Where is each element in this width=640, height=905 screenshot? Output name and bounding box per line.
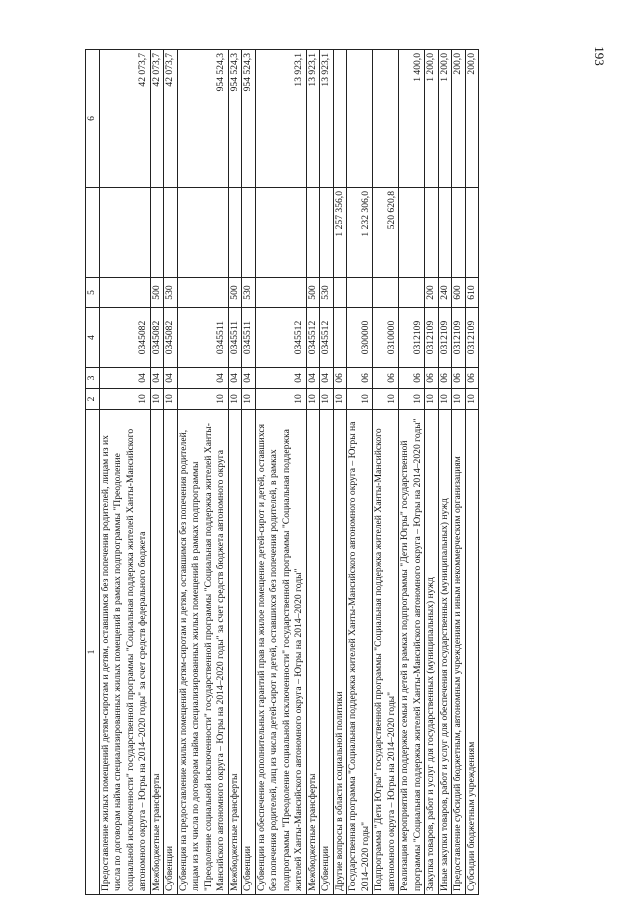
amount-cell-a: 1 232 306,0 xyxy=(347,188,373,278)
expense-type-cell: 530 xyxy=(164,278,178,308)
row-name-cell: Другие вопросы в области социальной политики xyxy=(333,410,347,895)
header-cell-5: 5 xyxy=(86,278,100,308)
expense-type-cell xyxy=(373,278,399,308)
subsection-code-cell: 04 xyxy=(306,368,320,389)
table-row xyxy=(465,50,479,895)
section-code-cell: 10 xyxy=(425,389,439,410)
amount-cell-b: 13 923,1 xyxy=(255,50,306,188)
row-name-cell: Предоставление субсидий бюджетным, автономным учреждениям и иным некоммерческим организациям xyxy=(452,410,466,895)
amount-cell-a xyxy=(164,188,178,278)
expense-type-cell: 200 xyxy=(425,278,439,308)
subsection-code-cell: 06 xyxy=(373,368,399,389)
row-name-cell: Субвенции xyxy=(164,410,178,895)
section-code-cell: 10 xyxy=(320,389,334,410)
page-number: 193 xyxy=(591,46,607,66)
amount-cell-b: 200,0 xyxy=(465,50,479,188)
row-name-cell: Субвенции xyxy=(320,410,334,895)
expense-type-cell xyxy=(177,278,228,308)
section-code-cell: 10 xyxy=(333,389,347,410)
target-code-cell: 0300000 xyxy=(347,308,373,368)
table-body xyxy=(99,50,479,895)
expense-type-cell: 530 xyxy=(320,278,334,308)
target-code-cell: 0312109 xyxy=(425,308,439,368)
subsection-code-cell: 06 xyxy=(438,368,452,389)
section-code-cell: 10 xyxy=(306,389,320,410)
amount-cell-b: 13 923,1 xyxy=(306,50,320,188)
amount-cell-b: 42 073,7 xyxy=(150,50,164,188)
amount-cell-a xyxy=(99,188,150,278)
table-row xyxy=(150,50,164,895)
row-name-cell: Предоставление жилых помещений детям-сиротам и детям, оставшимся без попечения родителей, лицам из их числа по договорам найма специализированных жилых помещений в рамках подпрограммы "Преодоление социальной исключенности" государственной программы "Социальная поддержка жителей Ханты-Мансийского автономного округа – Югры на 2014–2020 годы" за счет средств федерального бюджета xyxy=(99,410,150,895)
amount-cell-b: 13 923,1 xyxy=(320,50,334,188)
amount-cell-a xyxy=(150,188,164,278)
expense-type-cell xyxy=(347,278,373,308)
expense-type-cell: 240 xyxy=(438,278,452,308)
amount-cell-b xyxy=(333,50,347,188)
amount-cell-b: 200,0 xyxy=(452,50,466,188)
section-code-cell: 10 xyxy=(177,389,228,410)
subsection-code-cell: 04 xyxy=(320,368,334,389)
amount-cell-b: 954 524,3 xyxy=(177,50,228,188)
target-code-cell: 0312109 xyxy=(452,308,466,368)
amount-cell-a: 1 257 356,0 xyxy=(333,188,347,278)
subsection-code-cell: 06 xyxy=(452,368,466,389)
table-row xyxy=(373,50,399,895)
amount-cell-b xyxy=(347,50,373,188)
subsection-code-cell: 04 xyxy=(242,368,256,389)
section-code-cell: 10 xyxy=(255,389,306,410)
target-code-cell: 0345511 xyxy=(242,308,256,368)
amount-cell-b xyxy=(373,50,399,188)
amount-cell-a xyxy=(228,188,242,278)
expense-type-cell: 530 xyxy=(242,278,256,308)
table-row xyxy=(228,50,242,895)
target-code-cell: 0312109 xyxy=(438,308,452,368)
subsection-code-cell: 06 xyxy=(399,368,425,389)
table-row xyxy=(306,50,320,895)
section-code-cell: 10 xyxy=(399,389,425,410)
table-row xyxy=(99,50,150,895)
amount-cell-b: 954 524,3 xyxy=(228,50,242,188)
section-code-cell: 10 xyxy=(99,389,150,410)
expense-type-cell xyxy=(255,278,306,308)
target-code-cell: 0345082 xyxy=(99,308,150,368)
row-name-cell: Межбюджетные трансферты xyxy=(306,410,320,895)
section-code-cell: 10 xyxy=(347,389,373,410)
rotated-page xyxy=(85,50,595,895)
header-cell-4: 4 xyxy=(86,308,100,368)
table-row xyxy=(164,50,178,895)
subsection-code-cell: 04 xyxy=(164,368,178,389)
row-name-cell: Субсидии бюджетным учреждениям xyxy=(465,410,479,895)
row-name-cell: Субвенция на предоставление жилых помещений детям-сиротам и детям, оставшимся без попечения родителей, лицам из их числа по договорам найма специализированных жилых помещений в рамках подпрограммы "Преодоление социальной исключенности" государственной программы "Социальная поддержка жителей Ханты-Мансийского автономного округа – Югры на 2014–2020 годы" за счет средств бюджета автономного округа xyxy=(177,410,228,895)
subsection-code-cell: 06 xyxy=(347,368,373,389)
expense-type-cell xyxy=(333,278,347,308)
subsection-code-cell: 06 xyxy=(465,368,479,389)
amount-cell-b: 1 400,0 xyxy=(399,50,425,188)
amount-cell-a xyxy=(242,188,256,278)
target-code-cell: 0345082 xyxy=(150,308,164,368)
header-cell-6-left xyxy=(86,188,100,278)
amount-cell-b: 42 073,7 xyxy=(99,50,150,188)
amount-cell-a xyxy=(399,188,425,278)
table-row xyxy=(255,50,306,895)
row-name-cell: Межбюджетные трансферты xyxy=(228,410,242,895)
target-code-cell: 0312109 xyxy=(399,308,425,368)
amount-cell-b: 42 073,7 xyxy=(164,50,178,188)
row-name-cell: Субвенции на обеспечение дополнительных гарантий прав на жилое помещение детей-сирот и детей, оставшихся без попечения родителей, лиц из числа детей-сирот и детей, оставшихся без попечения родителей, в рамках подпрограммы "Преодоление социальной исключенности" государственной программы "Социальная поддержка жителей Ханты-Мансийского автономного округа – Югры на 2014–2020 годы" xyxy=(255,410,306,895)
row-name-cell: Межбюджетные трансферты xyxy=(150,410,164,895)
target-code-cell: 0345511 xyxy=(228,308,242,368)
target-code-cell: 0312109 xyxy=(465,308,479,368)
amount-cell-a xyxy=(177,188,228,278)
rotated-table-container xyxy=(85,50,595,895)
section-code-cell: 10 xyxy=(438,389,452,410)
expense-type-cell: 500 xyxy=(228,278,242,308)
amount-cell-a xyxy=(465,188,479,278)
expense-type-cell: 500 xyxy=(150,278,164,308)
target-code-cell: 0345512 xyxy=(255,308,306,368)
amount-cell-a xyxy=(425,188,439,278)
subsection-code-cell: 04 xyxy=(228,368,242,389)
expense-type-cell xyxy=(99,278,150,308)
target-code-cell: 0345512 xyxy=(320,308,334,368)
header-row xyxy=(86,50,100,895)
amount-cell-b: 1 200,0 xyxy=(438,50,452,188)
header-cell-3: 3 xyxy=(86,368,100,389)
subsection-code-cell: 06 xyxy=(425,368,439,389)
amount-cell-a xyxy=(438,188,452,278)
row-name-cell: Закупка товаров, работ и услуг для государственных (муниципальных) нужд xyxy=(425,410,439,895)
table-row xyxy=(242,50,256,895)
amount-cell-a xyxy=(320,188,334,278)
expense-type-cell xyxy=(399,278,425,308)
amount-cell-a: 520 620,8 xyxy=(373,188,399,278)
row-name-cell: Государственная программа "Социальная поддержка жителей Ханты-Мансийского автономного округа – Югры на 2014–2020 годы" xyxy=(347,410,373,895)
section-code-cell: 10 xyxy=(150,389,164,410)
amount-cell-b: 954 524,3 xyxy=(242,50,256,188)
budget-table xyxy=(85,49,479,895)
table-row xyxy=(177,50,228,895)
header-cell-2: 2 xyxy=(86,389,100,410)
section-code-cell: 10 xyxy=(242,389,256,410)
amount-cell-a xyxy=(306,188,320,278)
amount-cell-a xyxy=(255,188,306,278)
table-row xyxy=(333,50,347,895)
row-name-cell: Иные закупки товаров, работ и услуг для обеспечения государственных (муниципальных) нужд xyxy=(438,410,452,895)
table-row xyxy=(425,50,439,895)
table-row xyxy=(438,50,452,895)
amount-cell-a xyxy=(452,188,466,278)
subsection-code-cell: 06 xyxy=(333,368,347,389)
section-code-cell: 10 xyxy=(373,389,399,410)
row-name-cell: Реализация мероприятий по поддержке семьи и детей в рамках подпрограммы "Дети Югры" государственной программы "Социальная поддержка жителей Ханты-Мансийского автономного округа – Югры на 2014–2020 годы" xyxy=(399,410,425,895)
subsection-code-cell: 04 xyxy=(99,368,150,389)
subsection-code-cell: 04 xyxy=(150,368,164,389)
header-cell-6: 6 xyxy=(86,50,100,188)
row-name-cell: Подпрограмма "Дети Югры" государственной программы "Социальная поддержка жителей Ханты-Мансийского автономного округа – Югры на 2014–2020 годы" xyxy=(373,410,399,895)
section-code-cell: 10 xyxy=(164,389,178,410)
section-code-cell: 10 xyxy=(452,389,466,410)
header-cell-1: 1 xyxy=(86,410,100,895)
target-code-cell xyxy=(333,308,347,368)
expense-type-cell: 610 xyxy=(465,278,479,308)
target-code-cell: 0345511 xyxy=(177,308,228,368)
target-code-cell: 0310000 xyxy=(373,308,399,368)
table-row xyxy=(399,50,425,895)
amount-cell-b: 1 200,0 xyxy=(425,50,439,188)
table-row xyxy=(452,50,466,895)
subsection-code-cell: 04 xyxy=(177,368,228,389)
table-row xyxy=(320,50,334,895)
expense-type-cell: 500 xyxy=(306,278,320,308)
section-code-cell: 10 xyxy=(465,389,479,410)
table-row xyxy=(347,50,373,895)
section-code-cell: 10 xyxy=(228,389,242,410)
target-code-cell: 0345082 xyxy=(164,308,178,368)
row-name-cell: Субвенции xyxy=(242,410,256,895)
expense-type-cell: 600 xyxy=(452,278,466,308)
subsection-code-cell: 04 xyxy=(255,368,306,389)
target-code-cell: 0345512 xyxy=(306,308,320,368)
